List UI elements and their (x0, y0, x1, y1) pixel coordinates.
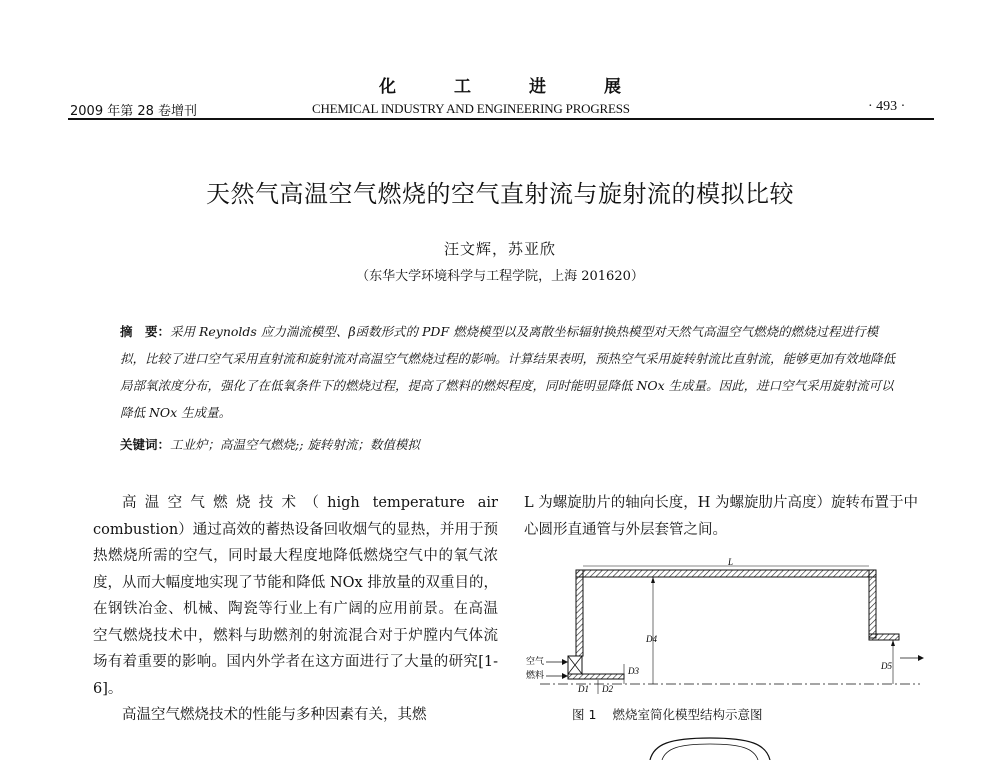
article-title: 天然气高温空气燃烧的空气直射流与旋射流的模拟比较 (206, 180, 794, 208)
keywords-text: 工业炉；高温空气燃烧;; 旋转射流；数值模拟 (170, 437, 420, 452)
figure-caption-text: 燃烧室简化模型结构示意图 (612, 707, 763, 722)
label-d5: D5 (881, 661, 892, 671)
body-right-column (524, 490, 924, 543)
figure-number: 图 1 (572, 707, 597, 722)
journal-name-en: CHEMICAL INDUSTRY AND ENGINEERING PROGRESS (312, 101, 630, 116)
journal-name-cn: 化工进展 (379, 77, 679, 97)
body-paragraph: 高温空气燃烧技术的性能与多种因素有关，其燃 (122, 707, 427, 723)
right-wall (869, 570, 876, 638)
label-fuel: 燃料 (526, 671, 545, 681)
swirler-figure-partial (640, 736, 780, 760)
body-left-column (93, 490, 498, 729)
label-d3: D3 (628, 666, 639, 676)
label-l: L (728, 557, 734, 567)
outlet-step (869, 634, 899, 640)
fuel-pipe (568, 674, 624, 679)
label-d1: D1 (578, 684, 589, 694)
page-number: · 493 · (868, 99, 906, 114)
article-affiliation: （东华大学环境科学与工程学院，上海 201620） (356, 269, 644, 284)
abstract-text: 采用 Reynolds 应力湍流模型、β函数形式的 PDF 燃烧模型以及离散坐标辐射换热模型对天然气高温空气燃烧的燃烧过程进行模拟，比较了进口空气采用直射流和旋射流对高温空气燃烧过程的影响。计算结果表明，预热空气采用旋转射流比直射流，能够更加有效地降低局部氧浓度分布，强化了在低氧条件下的燃烧过程，提高了燃料的燃烬程度，同时能明显降低 NOx 生成量。因此，进口空气采用旋射流可以降低 NOx 生成量。 (120, 324, 896, 420)
abstract (120, 318, 896, 426)
keywords-label: 关键词： (120, 437, 171, 452)
header-rule (68, 118, 934, 120)
abstract-label: 摘 要： (120, 324, 171, 339)
figure-caption (572, 705, 902, 723)
issue-info: 2009 年第 28 卷增刊 (70, 104, 198, 119)
left-wall (576, 570, 583, 656)
combustor-schematic (520, 556, 930, 706)
label-d2: D2 (602, 684, 613, 694)
body-paragraph: 高温空气燃烧技术（high temperature air combustion）通过高效的蓄热设备回收烟气的显热，并用于预热燃烧所需的空气，同时最大程度地降低燃烧空气中的氧气浓度，从而大幅度地实现了节能和降低 NOx 排放量的双重目的，在钢铁冶金、机械、陶瓷等行业上有广阔的应用前景。在高温空气燃烧技术中，燃料与助燃剂的射流混合对于炉膛内气体流场有着重要的影响。国内外学者在这方面进行了大量的研究[1-6]。 (93, 495, 498, 697)
label-air: 空气 (526, 657, 545, 667)
article-authors: 汪文辉，苏亚欣 (443, 240, 556, 258)
keywords (120, 435, 896, 453)
body-paragraph: L 为螺旋肋片的轴向长度，H 为螺旋肋片高度）旋转布置于中心圆形直通管与外层套管之间。 (524, 495, 918, 538)
label-d4: D4 (646, 634, 657, 644)
top-wall (576, 570, 876, 577)
